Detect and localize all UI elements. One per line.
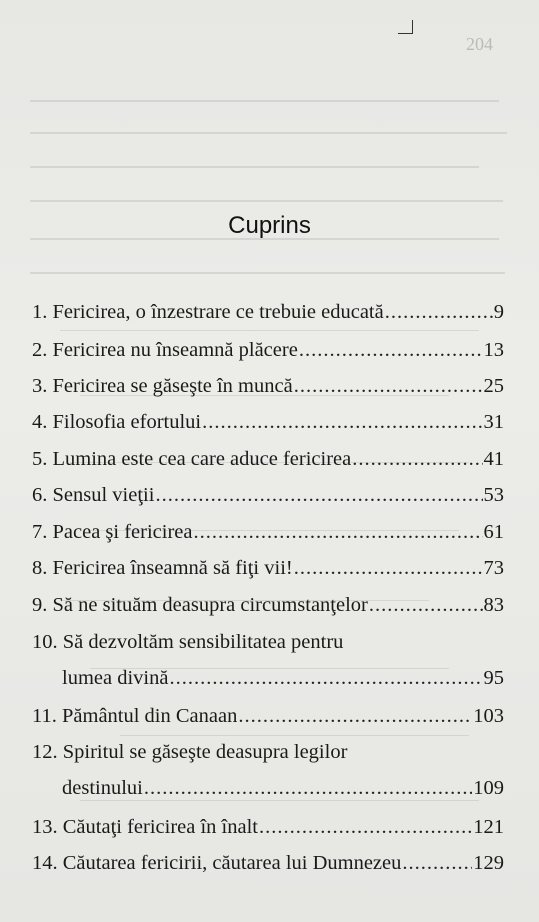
toc-entry-title: Căutaţi fericirea în înalt: [62, 816, 258, 838]
dot-leader: [294, 556, 483, 580]
toc-entry-number: 7.: [32, 521, 48, 543]
toc-entry: [32, 740, 504, 800]
page-title: Cuprins: [228, 212, 311, 239]
toc-entry-title-continued: destinului: [62, 777, 143, 799]
toc-entry-page: 121: [473, 816, 504, 838]
toc-entry-title: Filosofia efortului: [52, 411, 202, 433]
toc-entry-page: 9: [493, 301, 504, 323]
toc-entry: [32, 338, 504, 362]
dot-leader: [169, 666, 482, 690]
toc-entry-page: 109: [473, 777, 504, 799]
toc-entry-title: Pacea şi fericirea: [52, 521, 193, 543]
toc-entry: [32, 815, 504, 839]
toc-entry: [32, 520, 504, 544]
toc-entry-title: Pământul din Canaan: [62, 705, 238, 727]
toc-entry-page: 25: [483, 375, 504, 397]
toc-entry-number: 9.: [32, 594, 48, 616]
toc-entry-page: 41: [483, 448, 504, 470]
toc-entry: [32, 556, 504, 580]
dot-leader: [299, 338, 483, 362]
toc-entry-title-continued: lumea divină: [62, 667, 169, 689]
dot-leader: [155, 483, 482, 507]
toc-entry: [32, 447, 504, 471]
toc-entry-number: 5.: [32, 448, 48, 470]
toc-entry-number: 8.: [32, 557, 48, 579]
toc-entry: [32, 410, 504, 434]
toc-entry-title: Să dezvoltăm sensibilitatea pentru: [62, 631, 344, 653]
toc-entry-page: 31: [483, 411, 504, 433]
toc-entry-number: 11.: [32, 705, 57, 727]
toc-entry-page: 83: [483, 594, 504, 616]
dot-leader: [259, 815, 472, 839]
dot-leader: [202, 410, 482, 434]
toc-entry-title: Sensul vieţii: [52, 484, 155, 506]
toc-entry-number: 14.: [32, 852, 58, 874]
toc-entry: [32, 704, 504, 728]
toc-entry-title: Fericirea înseamnă să fiţi vii!: [52, 557, 293, 579]
toc-entry-title: Fericirea nu înseamnă plăcere: [52, 339, 298, 361]
toc-entry-title: Să ne situăm deasupra circumstanţelor: [52, 594, 368, 616]
toc-entry: [32, 593, 504, 617]
dot-leader: [144, 776, 472, 800]
toc-entry: [32, 851, 504, 875]
dot-leader: [385, 300, 493, 324]
dot-leader: [194, 520, 483, 544]
toc-entry-page: 73: [483, 557, 504, 579]
toc-entry-number: 6.: [32, 484, 48, 506]
toc-entry-title: Căutarea fericirii, căutarea lui Dumnezeu: [62, 852, 402, 874]
dot-leader: [238, 704, 472, 728]
toc-entry-page: 13: [483, 339, 504, 361]
dot-leader: [369, 593, 483, 617]
toc-entry-number: 13.: [32, 816, 58, 838]
toc-entry-title: Spiritul se găseşte deasupra legilor: [62, 741, 348, 763]
toc-entry-number: 3.: [32, 375, 48, 397]
dot-leader: [294, 374, 483, 398]
toc-entry-title: Fericirea, o înzestrare ce trebuie educată: [52, 301, 384, 323]
toc-entry-title: Lumina este cea care aduce fericirea: [52, 448, 352, 470]
toc-entry: [32, 630, 504, 690]
toc-entry-number: 2.: [32, 339, 48, 361]
toc-entry-number: 12.: [32, 741, 58, 763]
toc-entry-page: 53: [483, 484, 504, 506]
toc-entry-number: 4.: [32, 411, 48, 433]
toc-entry-page: 95: [483, 667, 504, 689]
bleed-through-page-number: 204: [466, 34, 493, 54]
toc-entry: [32, 374, 504, 398]
toc-entry: [32, 483, 504, 507]
toc-entry: [32, 300, 504, 324]
dot-leader: [352, 447, 482, 471]
toc-entry-page: 103: [473, 705, 504, 727]
toc-entry-page: 129: [473, 852, 504, 874]
toc-entry-number: 1.: [32, 301, 48, 323]
toc-entry-number: 10.: [32, 631, 58, 653]
toc-entry-page: 61: [483, 521, 504, 543]
dot-leader: [402, 851, 472, 875]
toc-entry-title: Fericirea se găseşte în muncă: [52, 375, 293, 397]
